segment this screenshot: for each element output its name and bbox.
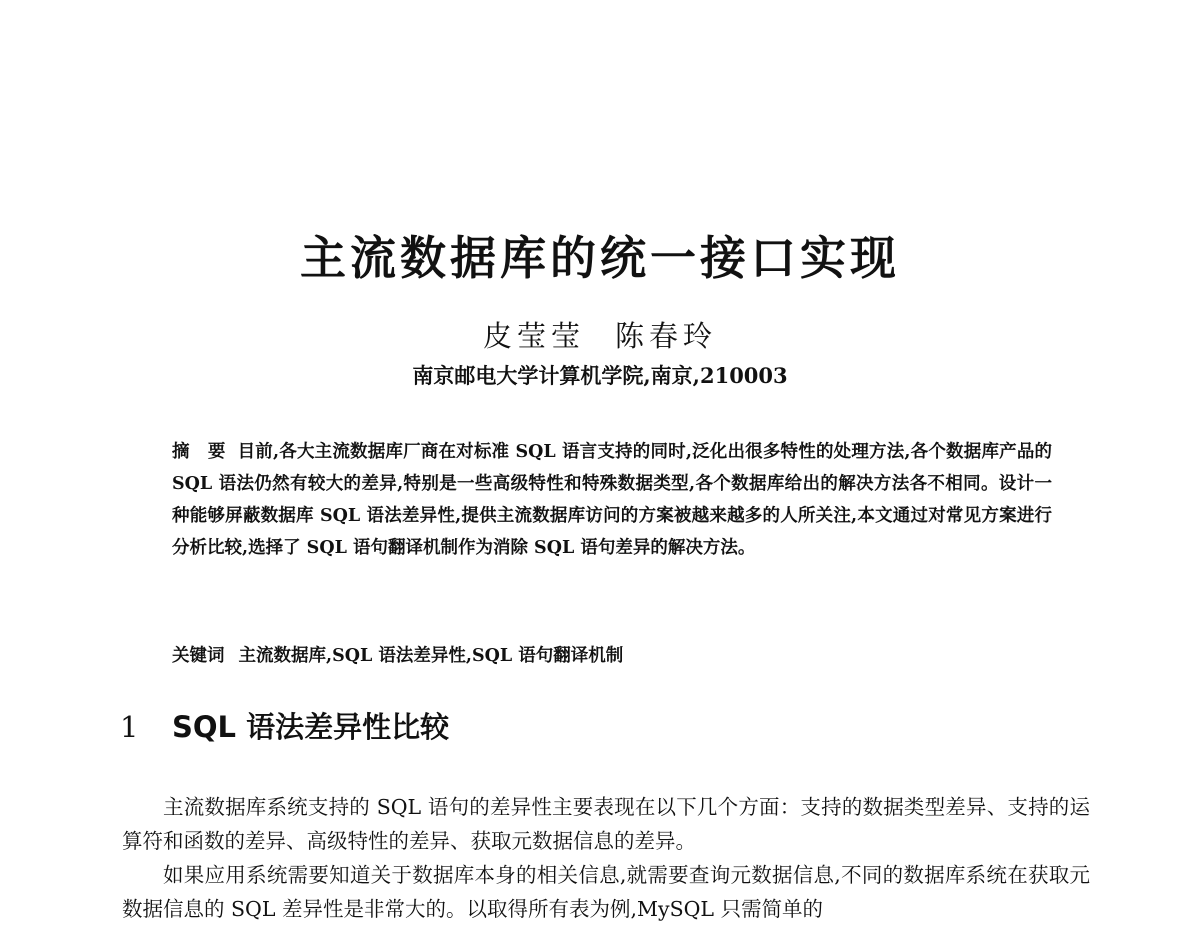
section-title: SQL 语法差异性比较	[172, 710, 450, 744]
keywords-text: 主流数据库,SQL 语法差异性,SQL 语句翻译机制	[238, 646, 624, 666]
keywords-label: 关键词	[172, 646, 225, 666]
author-list	[0, 314, 1200, 355]
affiliation: 南京邮电大学计算机学院,南京,210003	[412, 363, 788, 388]
section-number: 1	[120, 710, 139, 744]
abstract-label: 摘 要	[172, 442, 226, 462]
section-heading	[120, 705, 449, 746]
body-text	[122, 790, 1090, 926]
paper-title: 主流数据库的统一接口实现	[300, 231, 900, 285]
paragraph: 如果应用系统需要知道关于数据库本身的相关信息,就需要查询元数据信息,不同的数据库系统在获取元数据信息的 SQL 差异性是非常大的。以取得所有表为例,MySQL 只需简单的	[122, 863, 1090, 921]
abstract-text: 目前,各大主流数据库厂商在对标准 SQL 语言支持的同时,泛化出很多特性的处理方法,各个数据库产品的 SQL 语法仍然有较大的差异,特别是一些高级特性和特殊数据类型,各个数据库给出的解决方法各不相同。设计一种能够屏蔽数据库 SQL 语法差异性,提供主流数据库访问的方案被越来越多的人所关注,本文通过对常见方案进行分析比较,选择了 SQL 语句翻译机制作为消除 SQL 语句差异的解决方法。	[172, 442, 1053, 558]
author-name: 皮莹莹	[482, 319, 585, 353]
abstract	[172, 436, 1052, 564]
author-name: 陈春玲	[615, 319, 718, 353]
paragraph: 主流数据库系统支持的 SQL 语句的差异性主要表现在以下几个方面：支持的数据类型差异、支持的运算符和函数的差异、高级特性的差异、获取元数据信息的差异。	[122, 795, 1090, 853]
keywords	[172, 640, 1052, 672]
